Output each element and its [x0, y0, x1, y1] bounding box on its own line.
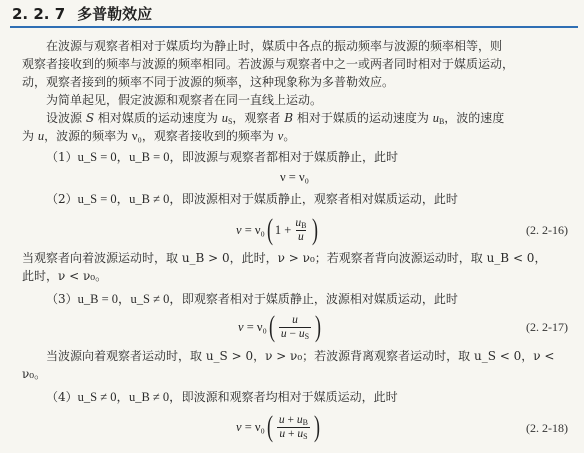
symbol-nu0: ν₀ [131, 129, 142, 143]
case4-condition: u_S ≠ 0，u_B ≠ 0， [77, 390, 182, 404]
case3-equation: ν = ν₀ ( $\frac{u}{u - u_S}$ ) [238, 310, 322, 343]
case4-fraction: $\frac{u + u_B}{u + u_S}$ [278, 413, 308, 441]
symbol-uB: $u_B$ [432, 111, 445, 126]
eq-number-2-2-18: (2. 2-18) [526, 421, 568, 435]
symbol-uS: $u_S$ [221, 111, 233, 126]
symbol-B: B [284, 111, 294, 125]
para1-line3: 动，观察者接到的频率不同于波源的频率，这种现象称为多普勒效应。 [22, 75, 395, 89]
eq-number-2-2-16: (2. 2-16) [526, 223, 568, 237]
case2-equation: ν = ν₀ ( 1 + $\frac{u_B}{u}$ ) [236, 213, 319, 246]
case1-condition: u_S = 0，u_B = 0， [77, 150, 183, 164]
case3-fraction: $\frac{u}{u - u_S}$ [280, 313, 310, 341]
case3-after-line2: ν₀。 [22, 367, 47, 381]
eq-number-2-2-17: (2. 2-17) [526, 320, 568, 334]
symbol-S: S [85, 111, 95, 125]
section-title: 多普勒效应 [77, 5, 153, 23]
case1-equation: ν = ν₀ [280, 170, 309, 184]
case3-line: （3）u_B = 0，u_S ≠ 0，即观察者相对于媒质静止，波源相对媒质运动，此时 [46, 292, 458, 306]
case4-line: （4）u_S ≠ 0，u_B ≠ 0，即波源和观察者均相对于媒质运动，此时 [46, 390, 398, 404]
section-heading [12, 3, 152, 24]
case2-after-line1: 当观察者向着波源运动时，取 u_B > 0，此时，ν > ν₀；若观察者背向波源运动时，取 u_B < 0， [22, 251, 547, 265]
heading-rule [10, 26, 578, 28]
section-number: 2. 2. 7 [12, 5, 66, 23]
case2-fraction: $\frac{u_B}{u}$ [295, 216, 307, 243]
symbol-u: u [37, 129, 45, 143]
para3-line2: 为 u，波源的频率为 ν₀，观察者接收到的频率为 ν。 [22, 129, 296, 143]
case2-line: （2）u_S = 0，u_B ≠ 0，即波源相对于媒质静止，观察者相对媒质运动，此时 [46, 192, 458, 206]
para1-line2: 观察者接收到的频率与波源的频率相同。若波源与观察者中之一或两者同时相对于媒质运动， [22, 57, 515, 71]
case1-line: （1）u_S = 0，u_B = 0，即波源与观察者都相对于媒质静止，此时 [46, 150, 399, 164]
case4-equation: ν = ν₀ ( $\frac{u + u_B}{u + u_S}$ ) [236, 410, 320, 443]
para1-line1: 在波源与观察者相对于媒质均为静止时，媒质中各点的振动频率与波源的频率相等，则 [46, 39, 503, 53]
para3-line1: 设波源 S 相对媒质的运动速度为 $u_S$，观察者 B 相对于媒质的运动速度为 $u_B$，波的速度 [46, 111, 505, 126]
case2-condition: u_S = 0，u_B ≠ 0， [77, 192, 182, 206]
case3-condition: u_B = 0，u_S ≠ 0， [77, 292, 182, 306]
para2-line1: 为简单起见，假定波源和观察者在同一直线上运动。 [46, 93, 323, 107]
case3-after-line1: 当波源向着观察者运动时，取 u_S > 0，ν > ν₀；若波源背离观察者运动时，取 u_S < 0，ν < [46, 349, 555, 363]
symbol-nu: ν [277, 129, 284, 143]
case2-after-line2: 此时，ν < ν₀。 [22, 269, 108, 283]
